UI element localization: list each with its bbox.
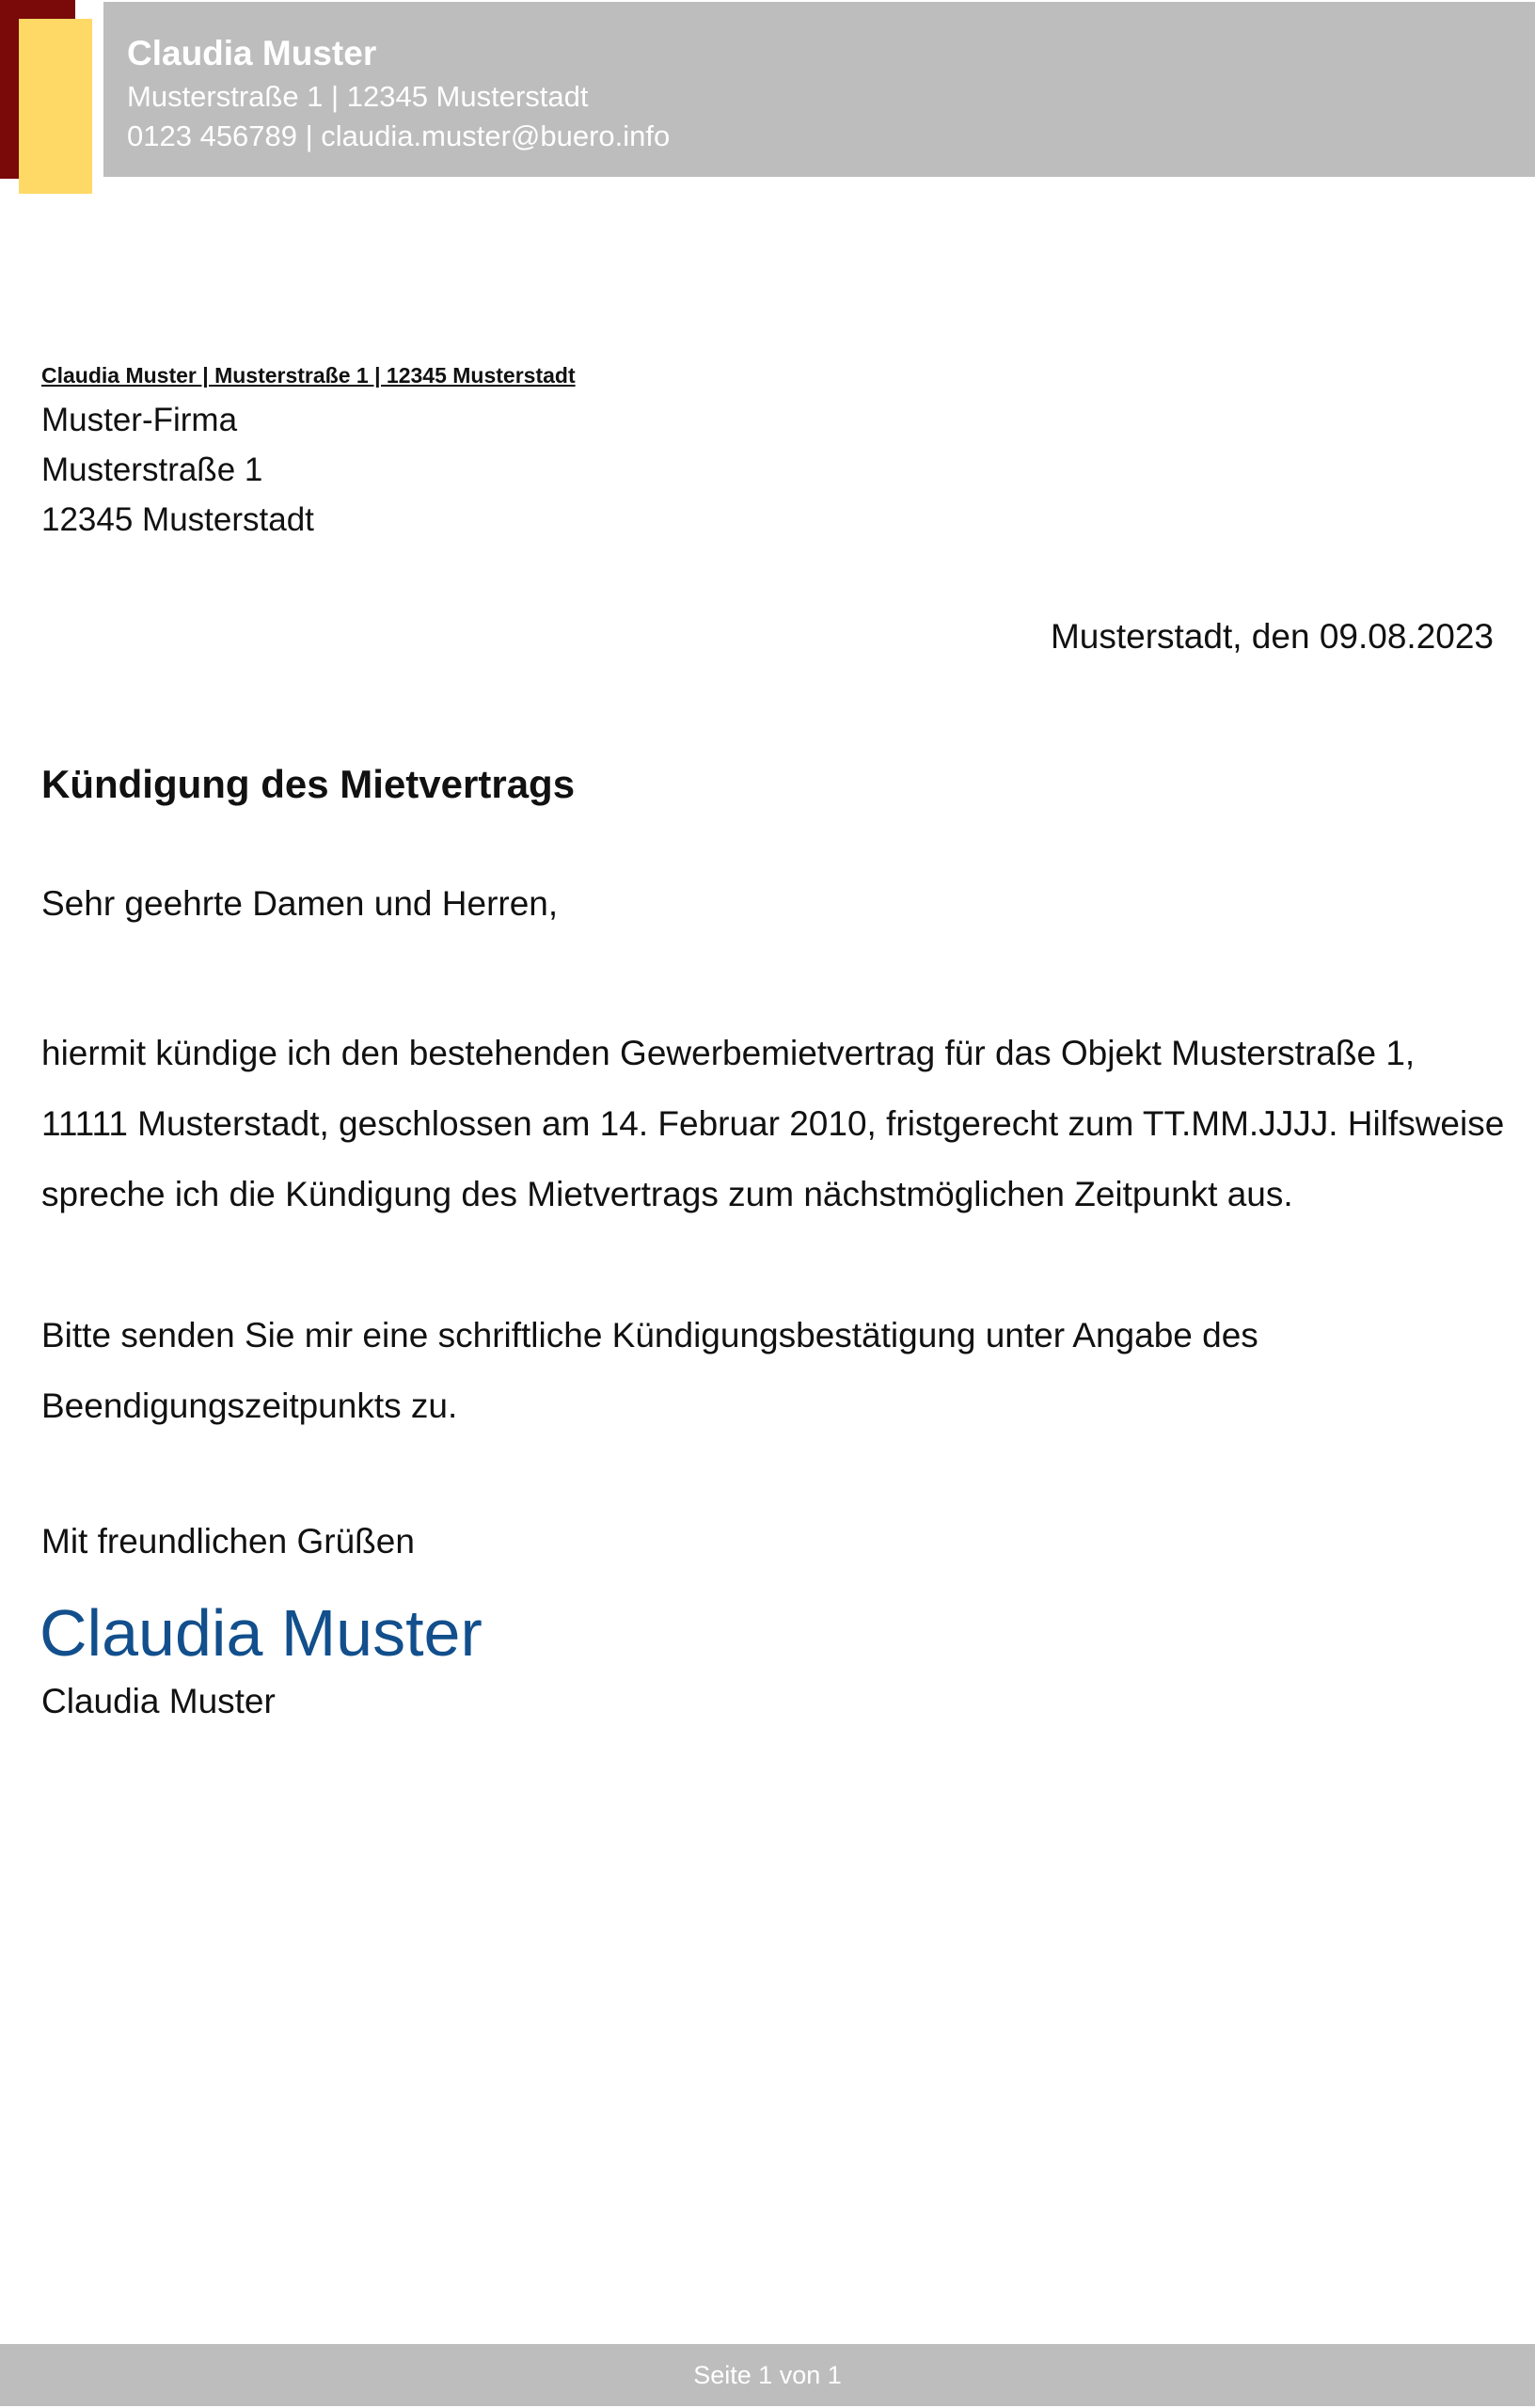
letterhead-contact: 0123 456789 | claudia.muster@buero.info [127, 119, 671, 152]
letterhead-address: Musterstraße 1 | 12345 Musterstadt [127, 80, 589, 113]
letterhead-name: Claudia Muster [127, 34, 377, 72]
letter-date: Musterstadt, den 09.08.2023 [1050, 617, 1494, 656]
letterhead [103, 2, 1535, 177]
salutation: Sehr geehrte Damen und Herren, [41, 884, 559, 923]
recipient-street: Musterstraße 1 [41, 452, 263, 488]
recipient-city: 12345 Musterstadt [41, 501, 314, 538]
page-number-label: Seite 1 von 1 [693, 2361, 842, 2389]
signer-name: Claudia Muster [41, 1682, 276, 1720]
page-footer [0, 2344, 1535, 2406]
recipient-address [41, 395, 314, 545]
sender-return-line: Claudia Muster | Musterstraße 1 | 12345 Musterstadt [41, 363, 576, 388]
body-paragraph-1: hiermit kündige ich den bestehenden Gewerbemietvertrag für das Objekt Musterstraße 1, 11111 Musterstadt, geschlossen am 14. Februar 2010, fristgerecht zum TT.MM.JJJJ. Hilfsweise spreche ich die Kündigung des Mietvertrags zum nächstmöglichen Zeitpunkt aus. [41, 1034, 1505, 1213]
letter-subject: Kündigung des Mietvertrags [41, 762, 576, 806]
signature: Claudia Muster [40, 1596, 483, 1670]
recipient-company: Muster-Firma [41, 402, 238, 438]
body-paragraph-2: Bitte senden Sie mir eine schriftliche Kündigungsbestätigung unter Angabe des Beendigungszeitpunkts zu. [41, 1316, 1258, 1425]
closing-phrase: Mit freundlichen Grüßen [41, 1522, 415, 1560]
header-accent-yellow-block [19, 19, 92, 194]
